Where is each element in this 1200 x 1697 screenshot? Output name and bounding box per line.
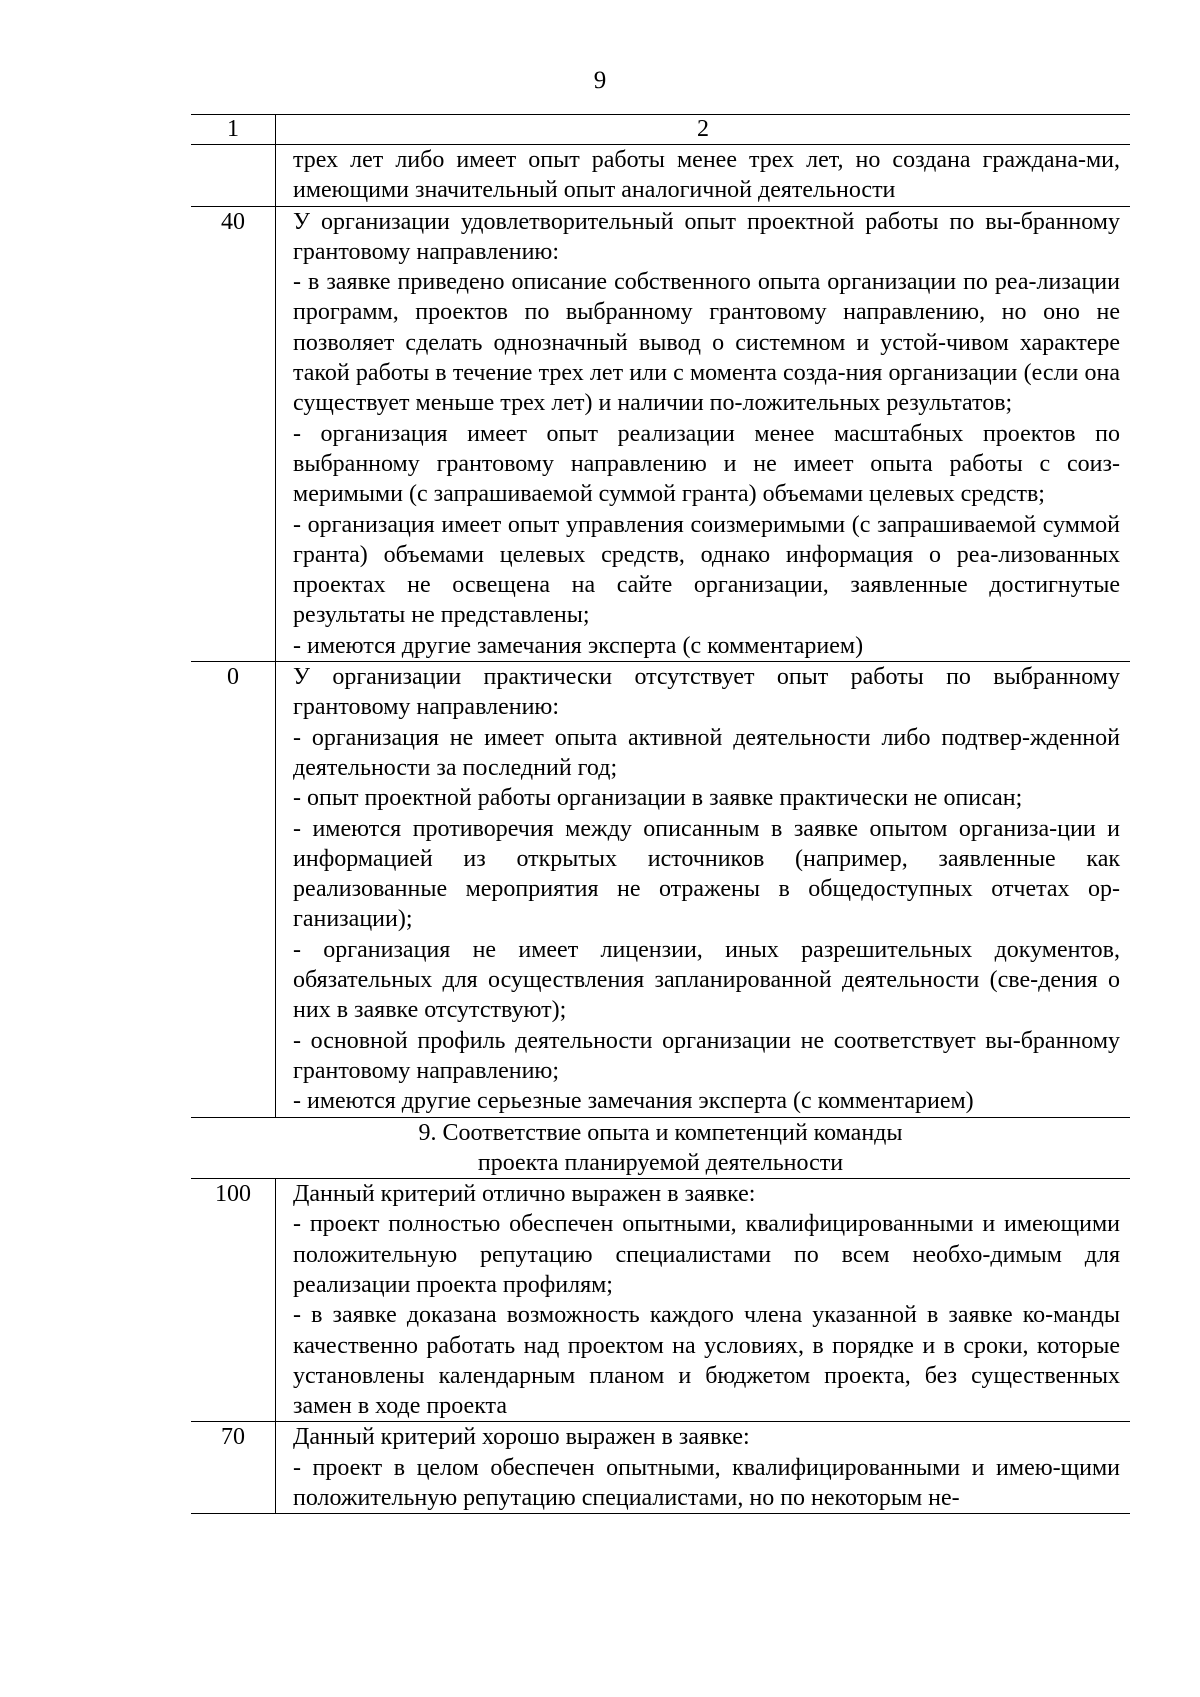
criteria-text-cell xyxy=(276,206,1131,661)
criteria-paragraph: - имеются другие замечания эксперта (с комментарием) xyxy=(293,632,864,659)
score-cell: 0 xyxy=(191,662,276,1117)
section-heading-line: проекта планируемой деятельности xyxy=(477,1149,844,1176)
criteria-paragraph: - организация не имеет лицензии, иных разрешительных документов, обязательных для осуществления запланированной деятельности (све-дения о них в заявке отсутствуют); xyxy=(293,936,1120,1024)
score-cell: 100 xyxy=(191,1179,276,1422)
criteria-table xyxy=(191,114,1130,1514)
criteria-paragraph: Данный критерий хорошо выражен в заявке: xyxy=(293,1424,750,1451)
score-cell xyxy=(191,145,276,207)
criteria-paragraph: - проект полностью обеспечен опытными, квалифицированными и имеющими положительную репутацию специалистами по всем необхо-димым для реализации проекта профилям; xyxy=(293,1211,1120,1298)
criteria-paragraph: - имеются противоречия между описанным в заявке опытом организа-ции и информацией из открытых источников (например, заявленные как реализованные мероприятия не отражены в общедоступных отчетах ор-ганизации); xyxy=(293,815,1120,933)
section-heading xyxy=(191,1117,1130,1179)
table-row xyxy=(191,145,1130,207)
table-row xyxy=(191,662,1130,1117)
criteria-text-cell xyxy=(276,1179,1131,1422)
table-row xyxy=(191,1422,1130,1514)
criteria-paragraph: - проект в целом обеспечен опытными, квалифицированными и имею-щими положительную репутацию специалистами, но по некоторым не- xyxy=(293,1454,1120,1512)
criteria-paragraph: - организация имеет опыт управления соизмеримыми (с запрашиваемой суммой гранта) объемами целевых средств, однако информация о реа-лизованных проектах не освещена на сайте организации, заявленные достигнутые результаты не представлены; xyxy=(293,511,1120,629)
criteria-paragraph: У организации практически отсутствует опыт работы по выбранному грантовому направлению: xyxy=(293,664,1120,721)
table-header-row xyxy=(191,115,1130,145)
criteria-text-cell xyxy=(276,662,1131,1117)
criteria-paragraph: - имеются другие серьезные замечания эксперта (с комментарием) xyxy=(293,1088,974,1115)
criteria-paragraph: У организации удовлетворительный опыт проектной работы по вы-бранному грантовому направлению: xyxy=(293,208,1120,265)
criteria-text-cell xyxy=(276,1422,1131,1514)
criteria-paragraph: трех лет либо имеет опыт работы менее трех лет, но создана граждана-ми, имеющими значительный опыт аналогичной деятельности xyxy=(293,147,1120,204)
criteria-paragraph: Данный критерий отлично выражен в заявке: xyxy=(293,1181,756,1208)
table-row xyxy=(191,1179,1130,1422)
header-col-score: 1 xyxy=(191,115,276,145)
criteria-paragraph: - основной профиль деятельности организации не соответствует вы-бранному грантовому направлению; xyxy=(293,1027,1120,1084)
score-cell: 40 xyxy=(191,206,276,661)
header-col-text: 2 xyxy=(276,115,1131,145)
section-heading-line: 9. Соответствие опыта и компетенций команды xyxy=(418,1119,903,1146)
score-cell: 70 xyxy=(191,1422,276,1514)
criteria-paragraph: - опыт проектной работы организации в заявке практически не описан; xyxy=(293,785,1023,812)
criteria-paragraph: - в заявке приведено описание собственного опыта организации по реа-лизации программ, проектов по выбранному грантовому направлению, но оно не позволяет сделать однозначный вывод о системном и устой-чивом характере такой работы в течение трех лет или с момента созда-ния организации (если она существует меньше трех лет) и наличии по-ложительных результатов; xyxy=(293,269,1120,417)
criteria-paragraph: - организация не имеет опыта активной деятельности либо подтвер-жденной деятельности за последний год; xyxy=(293,724,1120,781)
section-heading-row xyxy=(191,1117,1130,1179)
page-number: 9 xyxy=(593,67,607,94)
table-row xyxy=(191,206,1130,661)
criteria-paragraph: - в заявке доказана возможность каждого члена указанной в заявке ко-манды качественно работать над проектом на условиях, в порядке и в сроки, которые установлены календарным планом и бюджетом проекта, без существенных замен в ходе проекта xyxy=(293,1302,1120,1420)
criteria-text-cell xyxy=(276,145,1131,207)
criteria-paragraph: - организация имеет опыт реализации менее масштабных проектов по выбранному грантовому направлению и не имеет опыта работы с соиз-меримыми (с запрашиваемой суммой гранта) объемами целевых средств; xyxy=(293,420,1120,508)
